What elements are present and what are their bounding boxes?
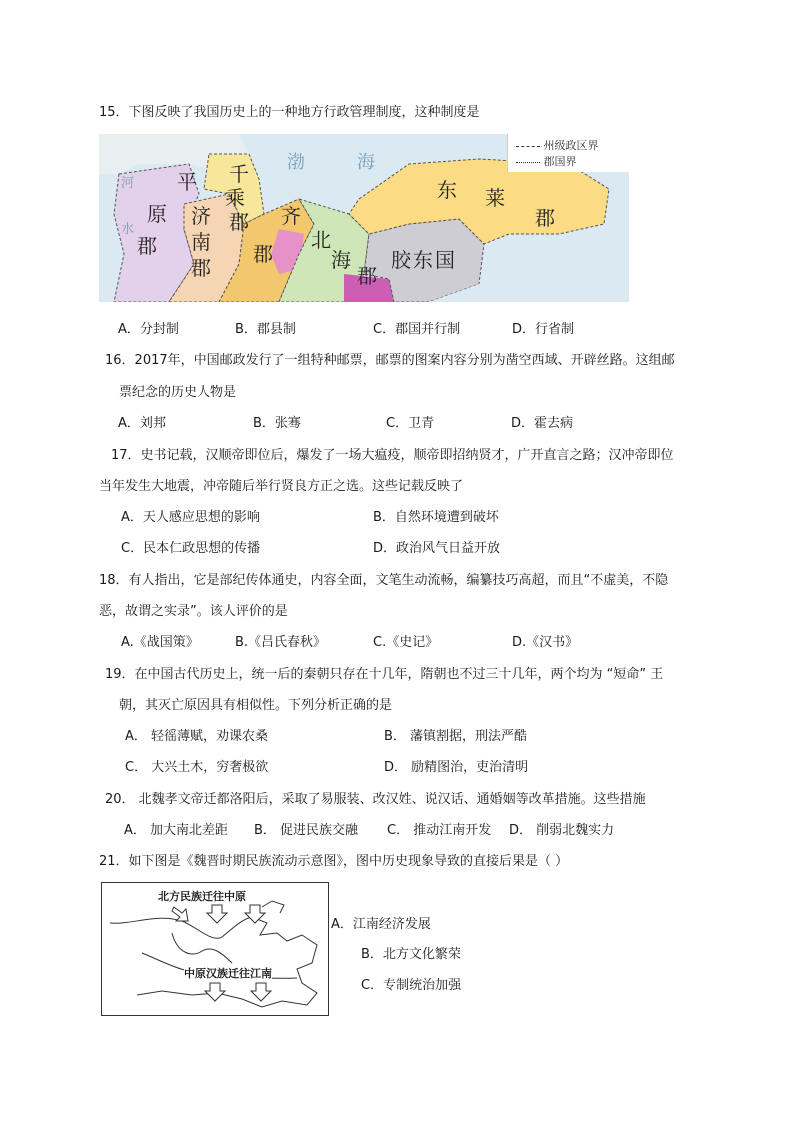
river-label-shui: 水 <box>121 222 135 237</box>
arrow-down-icon <box>205 983 225 1001</box>
q15-option-c[interactable]: C．郡国并行制 <box>373 322 461 337</box>
q18-stem-line1: 18．有人指出，它是部纪传体通史，内容全面，文笔生动流畅，编纂技巧高超，而且“不虚美，不隐 <box>99 573 669 588</box>
label-qiancheng-2: 乘 <box>225 186 245 210</box>
label-jinan-2: 南 <box>191 230 211 254</box>
label-jiaodong: 胶东国 <box>391 248 457 272</box>
label-pingyuan-3: 郡 <box>137 234 157 258</box>
q19-option-c[interactable]: C． 大兴土木，穷奢极欲 <box>125 760 269 775</box>
q17-option-d[interactable]: D．政治风气日益开放 <box>373 541 501 556</box>
q19-stem-line2: 朝，其灭亡原因具有相似性。下列分析正确的是 <box>119 698 393 713</box>
label-qi-1: 齐 <box>281 204 301 228</box>
q17-option-a[interactable]: A．天人感应思想的影响 <box>121 510 260 525</box>
legend-item-commandery: 郡国界 <box>516 153 577 169</box>
label-jinan-1: 济 <box>191 204 211 228</box>
q15-option-d[interactable]: D．行省制 <box>512 322 575 337</box>
q18-option-d[interactable]: D.《汉书》 <box>512 635 579 650</box>
q16-option-d[interactable]: D．霍去病 <box>511 416 574 431</box>
map-legend <box>507 134 629 172</box>
q18-option-c[interactable]: C.《史记》 <box>373 635 439 650</box>
q16-option-a[interactable]: A．刘邦 <box>118 416 166 431</box>
q17-option-b[interactable]: B．自然环境遭到破坏 <box>373 510 499 525</box>
label-qiancheng-1: 千 <box>229 162 249 186</box>
arrow-down-icon <box>245 905 265 923</box>
q20-option-d[interactable]: D． 削弱北魏实力 <box>509 823 615 838</box>
sea-label-bo: 渤 <box>287 152 305 173</box>
q21-option-c[interactable]: C．专制统治加强 <box>361 978 462 993</box>
label-pingyuan-1: 平 <box>177 170 197 194</box>
q21-map <box>101 882 329 1016</box>
q17-stem-line2: 当年发生大地震，冲帝随后举行贤良方正之选。这些记载反映了 <box>99 479 464 494</box>
label-beihai-3: 郡 <box>357 264 377 288</box>
label-beihai-2: 海 <box>331 248 351 272</box>
label-donglai-2: 莱 <box>485 186 505 210</box>
q21-stem: 21．如下图是《魏晋时期民族流动示意图》，图中历史现象导致的直接后果是（ ） <box>99 854 569 869</box>
q19-option-a[interactable]: A． 轻徭薄赋，劝课农桑 <box>125 729 269 744</box>
q15-option-a[interactable]: A．分封制 <box>118 322 179 337</box>
q16-stem-line1: 16．2017年，中国邮政发行了一组特种邮票，邮票的图案内容分别为凿空西域、开辟丝路。这组邮 <box>105 353 675 368</box>
q20-option-c[interactable]: C． 推动江南开发 <box>387 823 492 838</box>
q17-option-c[interactable]: C．民本仁政思想的传播 <box>121 541 261 556</box>
arrow-down-icon <box>251 983 271 1001</box>
label-beihai-1: 北 <box>311 228 331 252</box>
q16-stem-line2: 票纪念的历史人物是 <box>119 385 237 400</box>
q19-option-d[interactable]: D． 励精图治，吏治清明 <box>384 760 529 775</box>
sea-label-hai: 海 <box>357 152 375 173</box>
q16-option-c[interactable]: C．卫青 <box>386 416 435 431</box>
legend-item-state: 州级政区界 <box>516 137 599 153</box>
label-donglai-1: 东 <box>437 178 457 202</box>
q15-option-b[interactable]: B．郡县制 <box>235 322 296 337</box>
q21-option-b[interactable]: B．北方文化繁荣 <box>361 947 461 962</box>
q20-option-a[interactable]: A． 加大南北差距 <box>124 823 229 838</box>
label-pingyuan-2: 原 <box>147 202 167 226</box>
label-donglai-3: 郡 <box>535 206 555 230</box>
q16-option-b[interactable]: B．张骞 <box>253 416 301 431</box>
q17-stem-line1: 17．史书记载，汉顺帝即位后，爆发了一场大瘟疫，顺帝即招纳贤才，广开直言之路；汉冲帝即位 <box>111 448 674 463</box>
q18-stem-line2: 恶，故谓之实录”。该人评价的是 <box>99 604 288 619</box>
arrow-down-icon <box>207 905 227 923</box>
label-qi-2: 郡 <box>253 242 273 266</box>
river-label-he: 河 <box>121 176 135 191</box>
q21-map-title-south: 中原汉族迁往江南 <box>184 967 272 980</box>
label-qiancheng-3: 郡 <box>229 210 249 234</box>
q20-stem: 20． 北魏孝文帝迁都洛阳后，采取了易服装、改汉姓、说汉话、通婚姻等改革措施。这些措施 <box>105 792 646 807</box>
label-jinan-3: 郡 <box>191 256 211 280</box>
q21-option-a[interactable]: A．江南经济发展 <box>331 917 431 932</box>
q18-option-a[interactable]: A.《战国策》 <box>121 635 199 650</box>
q18-option-b[interactable]: B.《吕氏春秋》 <box>235 635 327 650</box>
q15-stem: 15．下图反映了我国历史上的一种地方行政管理制度，这种制度是 <box>99 105 480 120</box>
q15-map <box>99 134 629 302</box>
q20-option-b[interactable]: B． 促进民族交融 <box>254 823 359 838</box>
q21-map-title-north: 北方民族迁往中原 <box>158 890 246 903</box>
q19-stem-line1: 19．在中国古代历史上，统一后的秦朝只存在十几年，隋朝也不过三十几年，两个均为 “短命” 王 <box>105 667 664 682</box>
q19-option-b[interactable]: B． 藩镇割据，刑法严酷 <box>384 729 528 744</box>
